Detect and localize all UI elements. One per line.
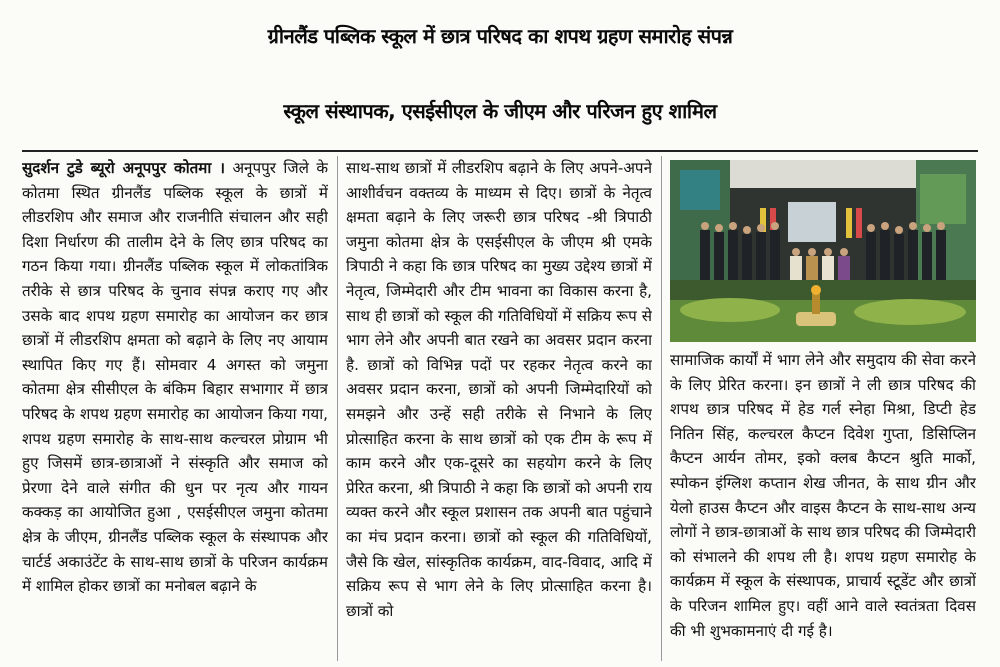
article-text-3: सामाजिक कार्यों में भाग लेने और समुदाय की सेवा करने के लिए प्रेरित करना। इन छात्रों ने ली छात्र परिषद की शपथ छात्र परिषद में हेड गर्ल स्नेहा मिश्रा, डिप्टी हेड नितिन सिंह, कल्चरल कैप्टन दिवेश गुप्ता, डिसिप्लिन कैप्टन आर्यन तोमर, इको क्लब कैप्टन श्रुति मार्को, स्पोकन इंग्लिश कप्तान शेख जीनत, के साथ ग्रीन और येलो हाउस कैप्टन और वाइस कैप्टन के साथ-साथ अन्य लोगों ने छात्र-छात्राओं के साथ छात्र परिषद की जिम्मेदारी को संभालने की शपथ ली है। शपथ ग्रहण समारोह के कार्यक्रम में स्कूल के संस्थापक, प्राचार्य स्टूडेंट और छात्रों के परिजन शामिल हुए। वहीं आने वाले स्वतंत्रता दिवस की भी शुभकामनाएं दी गई है।: [670, 351, 976, 640]
column-divider: [661, 156, 662, 661]
column-divider: [337, 156, 338, 661]
article-text-2: साथ-साथ छात्रों में लीडरशिप बढ़ाने के लिए अपने-अपने आशीर्वचन वक्तव्य के माध्यम से दिए। छात्रों के नेतृत्व क्षमता बढ़ाने के लिए जरूरी छात्र परिषद -श्री त्रिपाठी जमुना कोतमा क्षेत्र के एसईसीएल के जीएम श्री एमके त्रिपाठी ने कहा कि छात्र परिषद का मुख्य उद्देश्य छात्रों में नेतृत्व, जिम्मेदारी और टीम भावना का विकास करना है, साथ ही छात्रों को स्कूल की गतिविधियों में सक्रिय रूप से भाग लेने और अपनी बात रखने का अवसर प्रदान करना है. छात्रों को विभिन्न पदों पर रहकर नेतृत्व करने का अवसर प्रदान करना, छात्रों को अपनी जिम्मेदारियों को समझने और उन्हें सही तरीके से निभाने के लिए प्रोत्साहित करना के साथ छात्रों को एक टीम के रूप में काम करने और एक-दूसरे का सहयोग करने के लिए प्रेरित करना, श्री त्रिपाठी ने कहा कि छात्रों को अपनी राय व्यक्त करने और स्कूल प्रशासन तक अपनी बात पहुंचाने का मंच प्रदान करना। छात्रों को स्कूल की गतिविधियों, जैसे कि खेल, सांस्कृतिक कार्यक्रम, वाद-विवाद, आदि में सक्रिय रूप से भाग लेने के लिए प्रोत्साहित करना है। छात्रों को: [346, 159, 652, 620]
article-text-1: अनूपपुर जिले के कोतमा स्थित ग्रीनलैंड पब्लिक स्कूल के छात्रों में लीडरशिप और समाज और राजनीति संचालन और सही दिशा निर्धारण की तालीम देने के लिए छात्र परिषद का गठन किया गया। ग्रीनलैंड पब्लिक स्कूल में लोकतांत्रिक तरीके से छात्र परिषद के चुनाव संपन्न कराए गए और उसके बाद शपथ ग्रहण समारोह का आयोजन कर छात्र छात्रों में लीडरशिप क्षमता को बढ़ाने के लिए नए आयाम स्थापित किए गए हैं। सोमवार 4 अगस्त को जमुना कोतमा क्षेत्र सीसीएल के बंकिम बिहार सभागार में छात्र परिषद के शपथ ग्रहण समारोह का आयोजन किया गया, शपथ ग्रहण समारोह के साथ-साथ कल्चरल प्रोग्राम भी हुए जिसमें छात्र-छात्राओं ने संस्कृति और समाज को प्रेरणा देने वाले संगीत की धुन पर नृत्य और गायन कक्कड़ का आयोजित हुआ , एसईसीएल जमुना कोतमा क्षेत्र के जीएम, ग्रीनलैंड पब्लिक स्कूल के संस्थापक और चार्टर्ड अकाउंटेंट के साथ-साथ छात्रों के परिजन कार्यक्रम में शामिल होकर छात्रों का मनोबल बढ़ाने के: [22, 159, 328, 596]
article-column-3: [670, 348, 976, 667]
headline-line-1: ग्रीनलैंड पब्लिक स्कूल में छात्र परिषद का शपथ ग्रहण समारोह संपन्न: [267, 24, 733, 48]
event-photo-illustration: [670, 160, 976, 342]
headline-rule: [22, 150, 978, 152]
event-photo: [670, 160, 976, 342]
article-column-2: [346, 156, 652, 667]
headline-line-2: स्कूल संस्थापक, एसईसीएल के जीएम और परिजन हुए शामिल: [283, 99, 717, 123]
dateline: सुदर्शन टुडे ब्यूरो अनूपपुर कोतमा ।: [22, 159, 225, 177]
article-column-1: [22, 156, 328, 667]
